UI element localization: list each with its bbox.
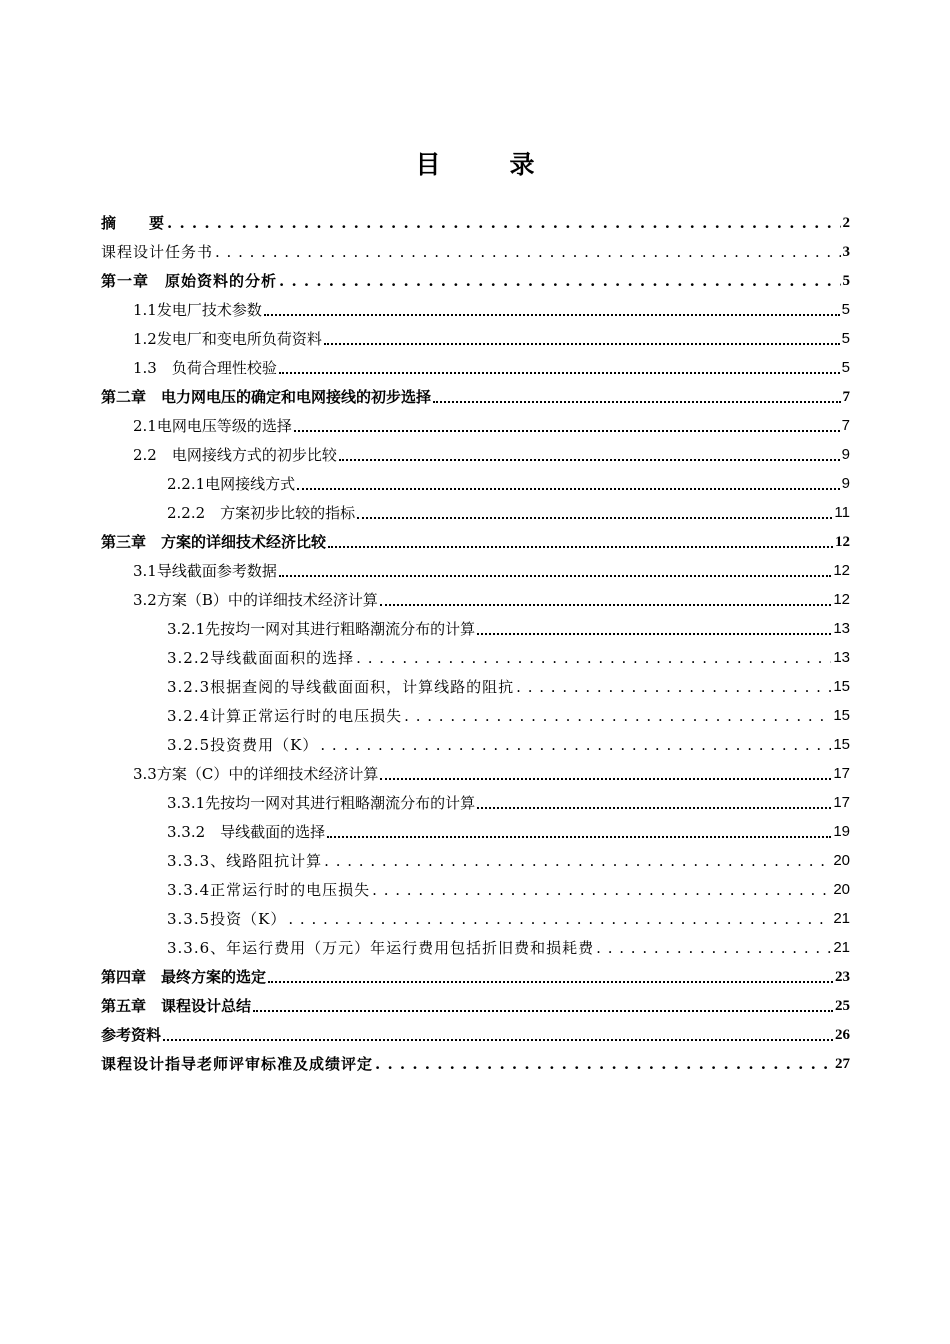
toc-entry-label: 3.2方案（B）中的详细技术经济计算 (133, 591, 378, 609)
dot-leader (279, 561, 831, 577)
dot-leader (294, 416, 840, 432)
dot-leader (404, 706, 831, 724)
toc-entry-label: 2.2 电网接线方式的初步比较 (133, 446, 337, 464)
toc-entry[interactable] (101, 697, 850, 726)
toc-entry-page-number: 27 (835, 1056, 850, 1072)
toc-entry-page-number: 15 (833, 678, 850, 695)
toc-entry[interactable] (101, 958, 850, 987)
toc-entry[interactable] (101, 552, 850, 581)
dot-leader (380, 590, 831, 606)
toc-entry-label: 3.1导线截面参考数据 (133, 562, 277, 580)
dot-leader (268, 967, 833, 983)
toc-entry[interactable] (101, 900, 850, 929)
toc-entry-page-number: 9 (841, 475, 850, 492)
toc-entry-page-number: 23 (835, 969, 850, 985)
dot-leader (253, 996, 833, 1012)
toc-entry[interactable] (101, 639, 850, 668)
toc-entry-label: 3.2.2导线截面面积的选择 (167, 649, 355, 667)
toc-entry-page-number: 15 (833, 736, 850, 753)
toc-entry[interactable] (101, 262, 850, 291)
toc-entry[interactable] (101, 668, 850, 697)
toc-entry[interactable] (101, 987, 850, 1016)
toc-entry[interactable] (101, 784, 850, 813)
toc-entry-page-number: 5 (841, 330, 850, 347)
toc-entry-label: 1.2发电厂和变电所负荷资料 (133, 330, 322, 348)
dot-leader (596, 938, 831, 956)
toc-entry[interactable] (101, 465, 850, 494)
dot-leader (324, 329, 840, 345)
toc-entry-label: 摘 要 (101, 214, 166, 232)
toc-entry[interactable] (101, 320, 850, 349)
toc-entry[interactable] (101, 204, 850, 233)
toc-entry-page-number: 2 (842, 215, 850, 231)
dot-leader (516, 677, 831, 695)
toc-entry-label: 3.3方案（C）中的详细技术经济计算 (133, 765, 379, 783)
dot-leader (433, 387, 840, 403)
toc-entry-label: 课程设计任务书 (101, 243, 214, 261)
table-of-contents (101, 204, 850, 1074)
toc-entry[interactable] (101, 407, 850, 436)
toc-entry-page-number: 25 (835, 998, 850, 1014)
toc-entry-label: 3.3.5投资（K） (167, 910, 287, 928)
toc-entry-page-number: 5 (842, 273, 850, 289)
toc-entry[interactable] (101, 929, 850, 958)
toc-entry-label: 第二章 电力网电压的确定和电网接线的初步选择 (101, 388, 432, 406)
toc-entry-page-number: 13 (833, 620, 850, 637)
toc-entry[interactable] (101, 233, 850, 262)
toc-entry-label: 3.3.4正常运行时的电压损失 (167, 881, 371, 899)
dot-leader (279, 271, 840, 289)
toc-entry[interactable] (101, 291, 850, 320)
toc-entry[interactable] (101, 581, 850, 610)
toc-entry-page-number: 9 (841, 446, 850, 463)
toc-entry-label: 1.1发电厂技术参数 (133, 301, 262, 319)
toc-entry-label: 3.3.1先按均一网对其进行粗略潮流分布的计算 (167, 794, 476, 812)
dot-leader (264, 300, 840, 316)
toc-entry-page-number: 12 (833, 562, 850, 579)
dot-leader (356, 648, 831, 666)
toc-entry[interactable] (101, 813, 850, 842)
toc-entry-label: 2.2.1电网接线方式 (167, 475, 296, 493)
dot-leader (327, 822, 831, 838)
toc-entry[interactable] (101, 494, 850, 523)
dot-leader (163, 1025, 833, 1041)
toc-entry[interactable] (101, 871, 850, 900)
toc-entry-page-number: 17 (833, 794, 850, 811)
toc-entry-label: 3.2.4计算正常运行时的电压损失 (167, 707, 403, 725)
dot-leader (339, 445, 840, 461)
dot-leader (375, 1054, 833, 1072)
toc-entry-page-number: 7 (841, 417, 850, 434)
dot-leader (288, 909, 831, 927)
toc-entry-page-number: 5 (841, 301, 850, 318)
toc-entry[interactable] (101, 523, 850, 552)
toc-entry[interactable] (101, 610, 850, 639)
toc-entry[interactable] (101, 726, 850, 755)
dot-leader (167, 213, 840, 231)
toc-entry-page-number: 21 (833, 910, 850, 927)
toc-entry-label: 第三章 方案的详细技术经济比较 (101, 533, 327, 551)
toc-entry-label: 3.2.5投资费用（K） (167, 736, 319, 754)
toc-entry-label: 第五章 课程设计总结 (101, 997, 252, 1015)
toc-entry[interactable] (101, 349, 850, 378)
toc-entry[interactable] (101, 755, 850, 784)
toc-entry[interactable] (101, 1016, 850, 1045)
dot-leader (357, 503, 832, 519)
toc-entry-page-number: 12 (833, 591, 850, 608)
toc-entry-label: 第四章 最终方案的选定 (101, 968, 267, 986)
toc-entry-label: 3.2.3根据查阅的导线截面面积，计算线路的阻抗 (167, 678, 515, 696)
toc-entry-label: 3.3.3、线路阻抗计算 (167, 852, 323, 870)
toc-entry[interactable] (101, 842, 850, 871)
dot-leader (477, 793, 831, 809)
toc-entry-label: 2.1电网电压等级的选择 (133, 417, 292, 435)
toc-entry-page-number: 11 (834, 504, 850, 521)
toc-entry-page-number: 26 (835, 1027, 850, 1043)
dot-leader (328, 532, 833, 548)
toc-entry-label: 课程设计指导老师评审标准及成绩评定 (101, 1055, 374, 1073)
dot-leader (320, 735, 831, 753)
toc-entry-page-number: 19 (833, 823, 850, 840)
toc-entry-page-number: 5 (841, 359, 850, 376)
toc-entry-page-number: 20 (833, 881, 850, 898)
toc-entry-page-number: 13 (833, 649, 850, 666)
toc-entry-label: 3.3.6、年运行费用（万元）年运行费用包括折旧费和损耗费 (167, 939, 595, 957)
toc-entry[interactable] (101, 378, 850, 407)
dot-leader (324, 851, 831, 869)
dot-leader (477, 619, 831, 635)
toc-entry-page-number: 20 (833, 852, 850, 869)
toc-entry-label: 2.2.2 方案初步比较的指标 (167, 504, 356, 522)
toc-entry-label: 3.2.1先按均一网对其进行粗略潮流分布的计算 (167, 620, 476, 638)
dot-leader (372, 880, 831, 898)
toc-entry-label: 参考资料 (101, 1026, 162, 1044)
toc-entry[interactable] (101, 436, 850, 465)
toc-entry-page-number: 3 (842, 244, 850, 260)
toc-entry-page-number: 7 (842, 389, 850, 405)
toc-entry[interactable] (101, 1045, 850, 1074)
dot-leader (297, 474, 839, 490)
dot-leader (279, 358, 840, 374)
toc-entry-page-number: 15 (833, 707, 850, 724)
toc-entry-page-number: 17 (833, 765, 850, 782)
toc-entry-label: 1.3 负荷合理性校验 (133, 359, 277, 377)
toc-entry-label: 3.3.2 导线截面的选择 (167, 823, 326, 841)
toc-entry-page-number: 12 (835, 534, 850, 550)
toc-entry-page-number: 21 (833, 939, 850, 956)
toc-entry-label: 第一章 原始资料的分析 (101, 272, 278, 290)
dot-leader (380, 764, 831, 780)
dot-leader (215, 242, 840, 260)
page-title: 目 录 (415, 150, 557, 179)
